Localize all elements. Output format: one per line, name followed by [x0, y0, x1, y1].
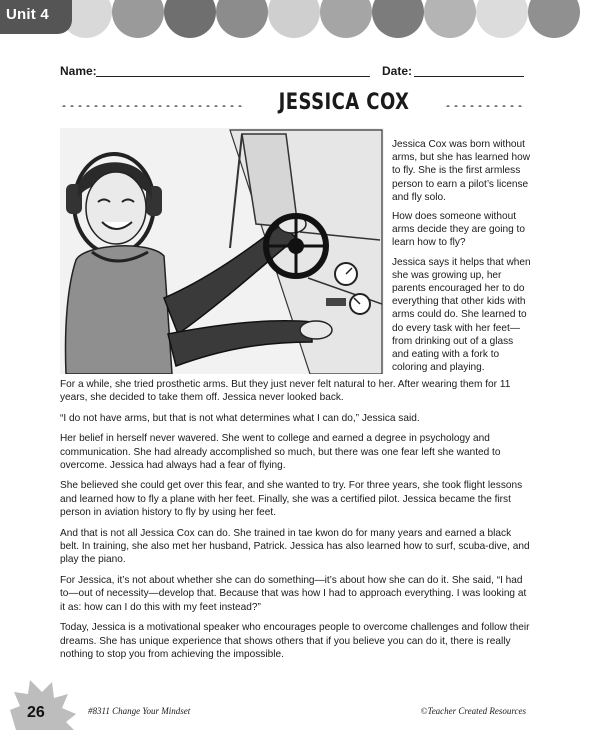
page-number: 26	[27, 704, 45, 721]
unit-label: Unit 4	[6, 6, 49, 23]
body-column	[60, 378, 532, 668]
banner-circle	[528, 0, 580, 38]
page-title: JESSICA COX	[278, 90, 410, 115]
date-label: Date:	[382, 64, 413, 78]
body-paragraph: Today, Jessica is a motivational speaker who encourages people to overcome challenges and follow their dreams. She has unique experience that shows others that if you believe you can do it, there is really nothing to stop you from achieving the impossible.	[60, 622, 530, 660]
banner-circle	[424, 0, 476, 38]
header-banner	[0, 0, 600, 48]
book-title: #8311 Change Your Mindset	[88, 706, 191, 716]
title-row	[60, 90, 526, 120]
banner-circle	[216, 0, 268, 38]
title-dots-right	[444, 105, 526, 107]
side-paragraph: Jessica Cox was born without arms, but she has learned how to fly. She is the first armless person to earn a pilot’s license and fly solo.	[392, 139, 531, 203]
date-field[interactable]	[414, 76, 524, 77]
body-paragraph: And that is not all Jessica Cox can do. She trained in tae kwon do for many years and earned a black belt. In training, she also met her husband, Patrick. Jessica has also learned how to surf, scuba-dive, and play the piano.	[60, 527, 530, 566]
side-paragraph: Jessica says it helps that when she was growing up, her parents encouraged her to do everything that other kids with arms could do. She learned to do every task with her feet—from drinking out of a glass and eating with a fork to coloring and playing.	[392, 256, 531, 374]
body-paragraph: She believed she could get over this fear, and she wanted to try. For three years, she took flight lessons and learned how to fly a plane with her feet. Finally, she was a certified pilot. Jessica became the first person in aviation history to fly by using her feet.	[60, 480, 523, 519]
banner-circle	[372, 0, 424, 38]
body-paragraph: Her belief in herself never wavered. She went to college and earned a degree in psychology and communication. She had already accomplished so much, but there was one fear left she wanted to overcome. Jessica had always had a fear of flying.	[60, 433, 501, 472]
name-label: Name:	[60, 64, 97, 78]
side-paragraph: How does someone without arms decide they are going to learn how to fly?	[392, 211, 525, 249]
banner-circle	[268, 0, 320, 38]
banner-circle	[476, 0, 528, 38]
banner-circle	[112, 0, 164, 38]
body-paragraph: “I do not have arms, but that is not what determines what I can do,” Jessica said.	[60, 412, 420, 424]
copyright: ©Teacher Created Resources	[420, 706, 526, 716]
pilot-illustration	[60, 128, 384, 374]
banner-circle	[320, 0, 372, 38]
body-paragraph: For Jessica, it’s not about whether she can do something—it’s about how she can do it. She said, “I had to—out of necessity—develop that. Because that was how I had to approach everything. I was looking at it as: how can I do this with my feet instead?”	[60, 574, 527, 613]
title-dots-left	[60, 105, 246, 107]
body-paragraph: For a while, she tried prosthetic arms. But they just never felt natural to her. After wearing them for 11 years, she decided to take them off. Jessica never looked back.	[60, 379, 511, 404]
unit-tab	[0, 0, 72, 34]
banner-circle	[164, 0, 216, 38]
name-field[interactable]	[96, 76, 370, 77]
side-column	[392, 138, 532, 380]
